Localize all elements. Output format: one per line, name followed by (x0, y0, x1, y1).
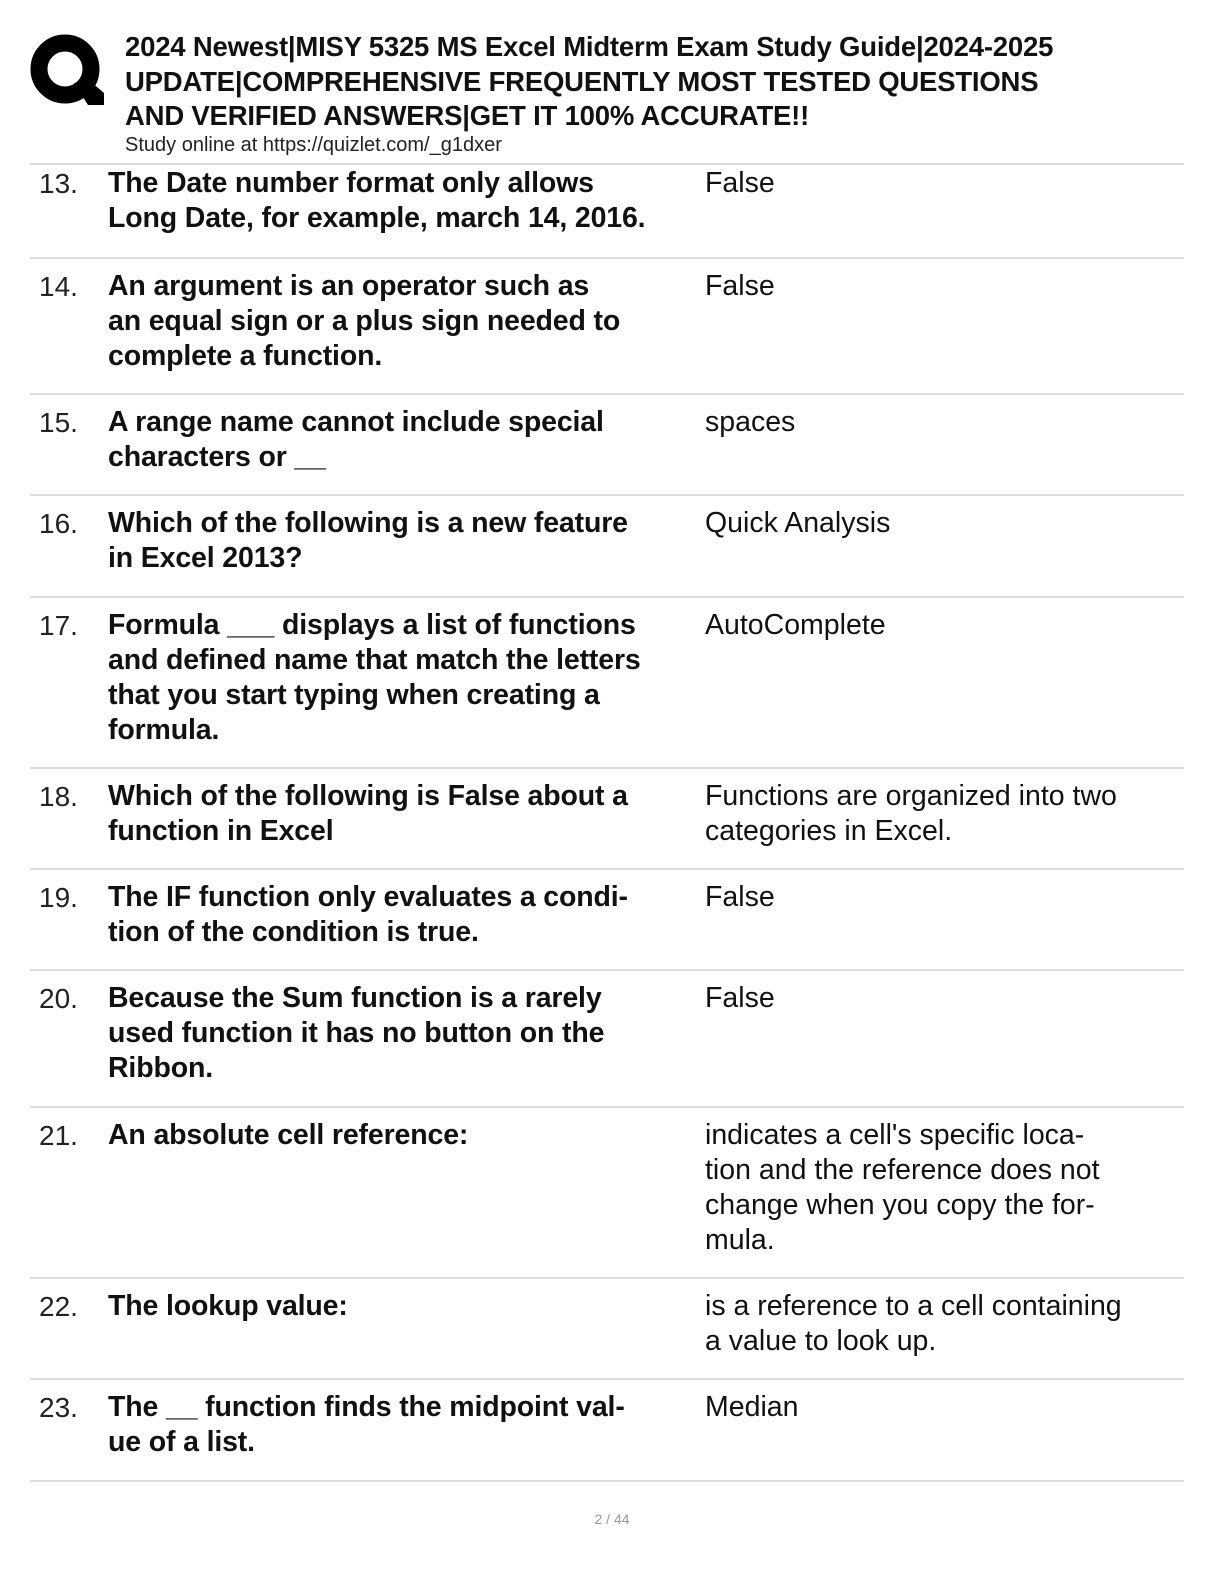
flashcard-row (30, 496, 1184, 598)
answer-text: Median (705, 1391, 799, 1423)
flashcard-row (30, 1380, 1184, 1482)
answer-text: is a reference to a cell containing a value to look up. (705, 1290, 1122, 1357)
document-header (30, 30, 1220, 162)
flashcard-row (30, 769, 1184, 870)
question-number: 21. (39, 1120, 78, 1151)
flashcard-row (30, 971, 1184, 1108)
flashcard-row (30, 1279, 1184, 1380)
quizlet-logo-icon (30, 33, 106, 109)
question-text: The __ function finds the midpoint val- ue of a list. (108, 1391, 625, 1458)
question-text: An argument is an operator such as an equal sign or a plus sign needed to complete a function. (108, 270, 621, 372)
answer-text: False (705, 270, 775, 302)
question-number: 22. (39, 1291, 78, 1322)
answer-text: spaces (705, 406, 796, 438)
question-text: Which of the following is False about a function in Excel (108, 780, 628, 847)
question-number: 18. (39, 781, 78, 812)
flashcard-row (30, 259, 1184, 395)
page-number: 2 / 44 (594, 1511, 630, 1527)
answer-text: False (705, 881, 775, 913)
flashcard-row (30, 164, 1184, 259)
question-number: 16. (39, 508, 78, 539)
question-text: Because the Sum function is a rarely used function it has no button on the Ribbon. (108, 982, 605, 1084)
answer-text: indicates a cell's specific loca- tion and the reference does not change when you copy the for- mula. (705, 1119, 1100, 1256)
study-online-link[interactable]: Study online at https://quizlet.com/_g1dxer (125, 133, 502, 156)
question-text: Which of the following is a new feature in Excel 2013? (108, 507, 628, 574)
flashcard-row (30, 598, 1184, 769)
question-text: A range name cannot include special characters or __ (108, 406, 604, 473)
flashcard-row (30, 395, 1184, 496)
question-text: An absolute cell reference: (108, 1119, 469, 1151)
question-number: 19. (39, 882, 78, 913)
question-text: The Date number format only allows Long Date, for example, march 14, 2016. (108, 167, 646, 234)
answer-text: False (705, 167, 775, 199)
question-number: 13. (39, 168, 78, 199)
question-number: 17. (39, 610, 78, 641)
question-text: Formula ___ displays a list of functions and defined name that match the letters that you start typing when creating a formula. (108, 609, 641, 746)
question-number: 20. (39, 983, 78, 1014)
question-text: The lookup value: (108, 1290, 348, 1322)
answer-text: Functions are organized into two categories in Excel. (705, 780, 1117, 847)
question-text: The IF function only evaluates a condi- tion of the condition is true. (108, 881, 628, 948)
question-number: 14. (39, 271, 78, 302)
flashcard-row (30, 1108, 1184, 1279)
question-number: 23. (39, 1392, 78, 1423)
document-title: 2024 Newest|MISY 5325 MS Excel Midterm Exam Study Guide|2024-2025 UPDATE|COMPREHENSIVE FREQUENTLY MOST TESTED QUESTIONS AND VERIFIED ANSWERS|GET IT 100% ACCURATE!! (125, 31, 1054, 131)
answer-text: False (705, 982, 775, 1014)
answer-text: Quick Analysis (705, 507, 891, 539)
answer-text: AutoComplete (705, 609, 886, 641)
flashcard-list (30, 164, 1184, 1482)
header-text (125, 30, 1224, 156)
question-number: 15. (39, 407, 78, 438)
flashcard-row (30, 870, 1184, 971)
